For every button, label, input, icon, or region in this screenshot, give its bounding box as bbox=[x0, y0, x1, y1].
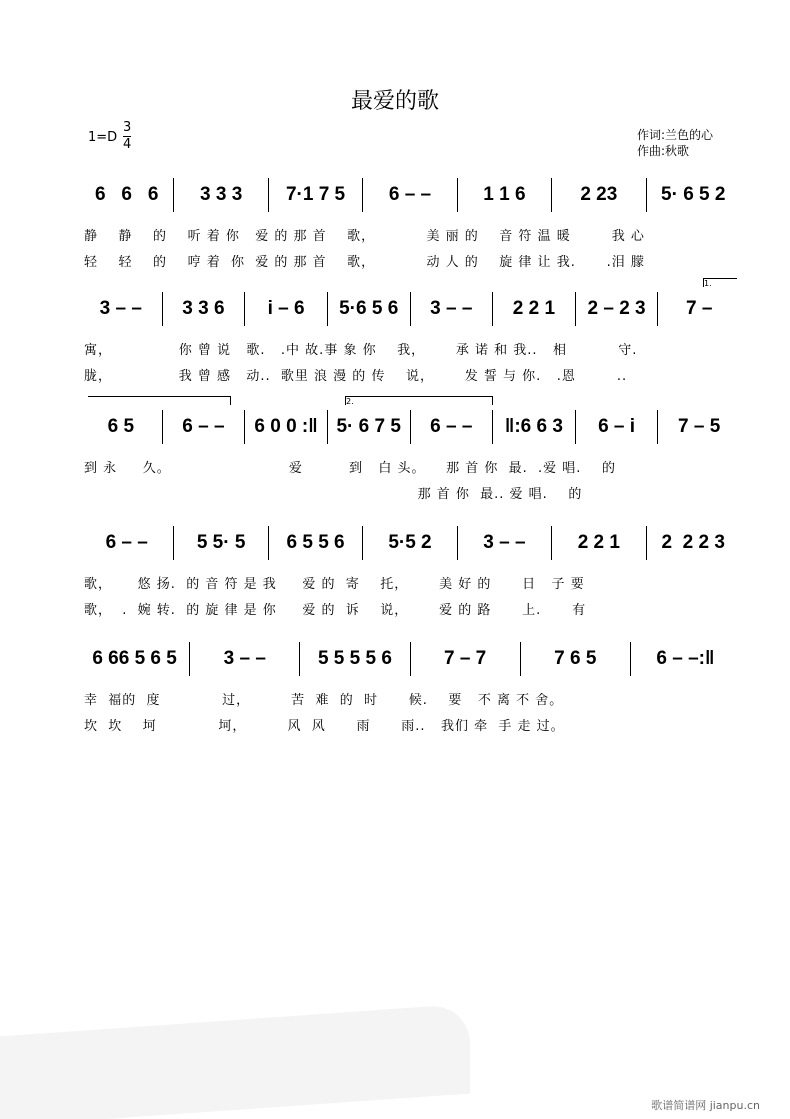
notation-line bbox=[80, 410, 740, 444]
measure: 5 5· 5 bbox=[173, 526, 267, 560]
lyric-line-1: 歌， 悠 扬. 的 音 符 是 我 爱 的 寄 托， 美 好 的 日 子 要 bbox=[84, 577, 585, 592]
time-bottom: 4 bbox=[123, 137, 132, 152]
lyric-line-2: 那 首 你 最.. 爱 唱. 的 bbox=[84, 487, 583, 502]
lyricist: 作词:兰色的心 bbox=[637, 128, 714, 142]
lyric-line-2: 胧， 我 曾 感 动.. 歌里 浪 漫 的 传 说， 发 誓 与 你. .恩 .. bbox=[84, 369, 628, 384]
volta-2: 2. bbox=[345, 396, 493, 405]
system-3 bbox=[80, 410, 740, 508]
measure: 6 – i bbox=[575, 410, 658, 444]
measure: 6 – – bbox=[105, 532, 148, 553]
composer: 作曲:秋歌 bbox=[637, 144, 690, 158]
measure: 2 – 2 3 bbox=[575, 292, 658, 326]
measure: 6 – –:‖ bbox=[630, 642, 740, 676]
measure: 6 5 bbox=[107, 416, 135, 437]
volta-1: 1. bbox=[703, 278, 737, 287]
system-4 bbox=[80, 526, 740, 624]
measure: 2 2 2 3 bbox=[646, 526, 740, 560]
page-shadow bbox=[0, 1004, 470, 1119]
key-signature: 1=D bbox=[88, 130, 118, 145]
notation-line bbox=[80, 178, 740, 212]
measure: i – 6 bbox=[244, 292, 327, 326]
system-2 bbox=[80, 292, 740, 390]
measure: 6 6 6 bbox=[95, 184, 159, 205]
measure: ‖:6 6 3 bbox=[492, 410, 575, 444]
lyric-line-2: 歌， . 婉 转. 的 旋 律 是 你 爱 的 诉 说， 爱 的 路 上. 有 bbox=[84, 603, 587, 618]
measure: 7·1 7 5 bbox=[268, 178, 362, 212]
time-signature bbox=[123, 120, 131, 153]
measure: 6 0 0 :‖ bbox=[244, 410, 327, 444]
lyric-line-2: 轻 轻 的 哼 着 你 爱 的 那 首 歌， 动 人 的 旋 律 让 我. .泪 朦 bbox=[84, 255, 645, 270]
notation-line bbox=[80, 642, 740, 676]
measure: 2 2 1 bbox=[492, 292, 575, 326]
measure: 3 – – bbox=[189, 642, 299, 676]
measure: 7 6 5 bbox=[520, 642, 630, 676]
credits bbox=[637, 127, 713, 159]
measure: 7 – bbox=[657, 292, 740, 326]
measure: 3 3 6 bbox=[162, 292, 245, 326]
measure: 5·6 5 6 bbox=[327, 292, 410, 326]
lyric-line-2: 坎 坎 坷 坷， 风 风 雨 雨.. 我们 牵 手 走 过。 bbox=[84, 719, 565, 734]
volta-1-continuation bbox=[88, 396, 231, 405]
system-5 bbox=[80, 642, 740, 740]
measure: 3 – – bbox=[457, 526, 551, 560]
measure: 3 – – bbox=[99, 298, 142, 319]
measure: 5 5 5 5 6 bbox=[299, 642, 409, 676]
watermark: 歌谱简谱网 jianpu.cn bbox=[651, 1099, 760, 1112]
measure: 5·5 2 bbox=[362, 526, 456, 560]
system-1 bbox=[80, 178, 740, 276]
notation-line bbox=[80, 292, 740, 326]
lyric-line-1: 幸 福的 度 过， 苦 难 的 时 候. 要 不 离 不 舍。 bbox=[84, 693, 564, 708]
lyric-line-1: 寓， 你 曾 说 歌. .中 故.事 象 你 我， 承 诺 和 我.. 相 守. bbox=[84, 343, 638, 358]
measure: 5· 6 5 2 bbox=[646, 178, 740, 212]
notation-line bbox=[80, 526, 740, 560]
measure: 2 2 1 bbox=[551, 526, 645, 560]
measure: 6 – – bbox=[362, 178, 456, 212]
measure: 2 23 bbox=[551, 178, 645, 212]
lyric-line-1: 到 永 久。 爱 到 白 头。 那 首 你 最. .爱 唱. 的 bbox=[84, 461, 616, 476]
measure: 1 1 6 bbox=[457, 178, 551, 212]
measure: 7 – 7 bbox=[410, 642, 520, 676]
time-top: 3 bbox=[123, 120, 132, 135]
measure: 5· 6 7 5 bbox=[327, 410, 410, 444]
measure: 6 5 5 6 bbox=[268, 526, 362, 560]
measure: 3 3 3 bbox=[173, 178, 267, 212]
measure: 6 66 5 6 5 bbox=[92, 648, 177, 669]
measure: 7 – 5 bbox=[657, 410, 740, 444]
song-title: 最爱的歌 bbox=[350, 89, 439, 114]
measure: 6 – – bbox=[162, 410, 245, 444]
lyric-line-1: 静 静 的 听 着 你 爱 的 那 首 歌， 美 丽 的 音 符 温 暖 我 心 bbox=[84, 229, 645, 244]
measure: 6 – – bbox=[410, 410, 493, 444]
measure: 3 – – bbox=[410, 292, 493, 326]
